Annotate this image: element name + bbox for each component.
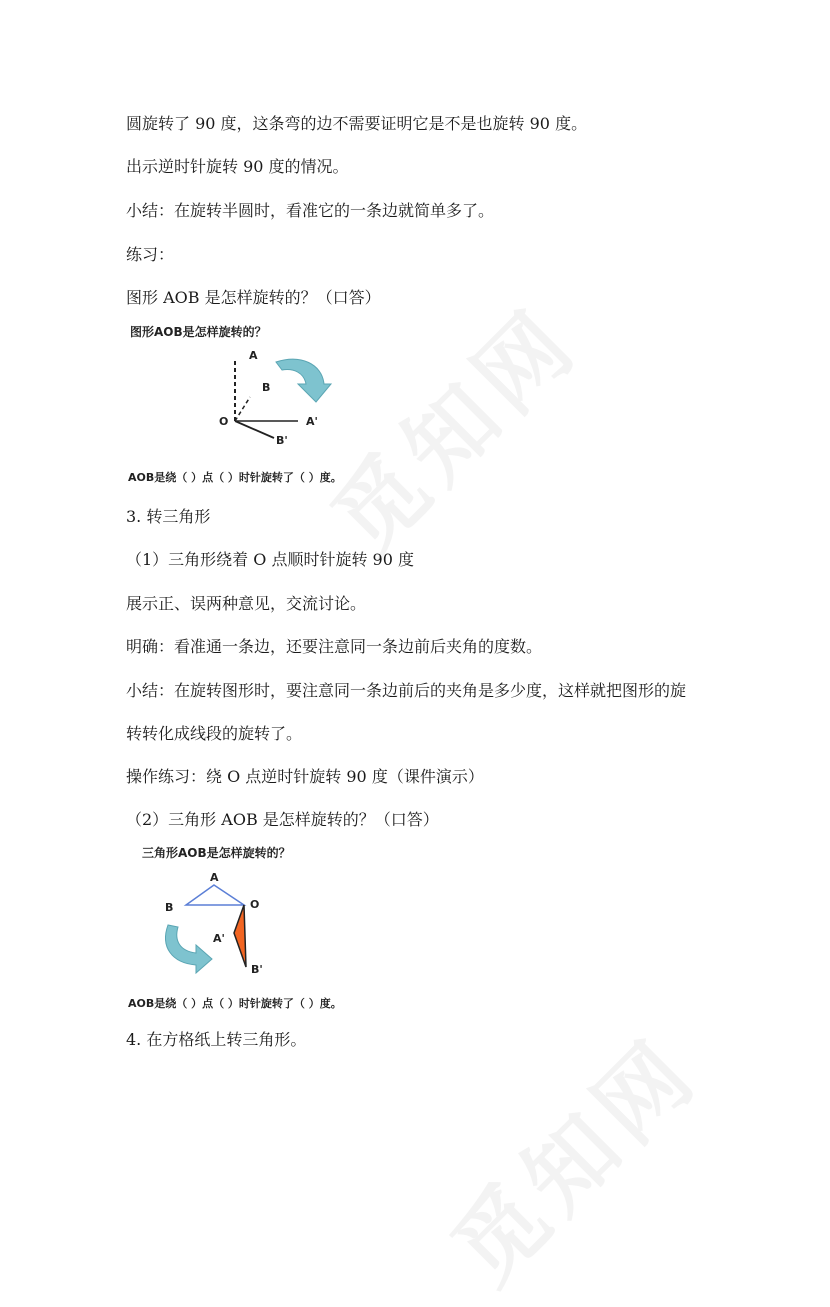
paragraph: 操作练习：绕 O 点逆时针旋转 90 度（课件演示）	[126, 767, 484, 786]
figure-caption: AOB是绕（ ）点（ ）时针旋转了（ ）度。	[128, 471, 342, 484]
label-b-prime: B'	[276, 434, 288, 447]
rotation-arrow-icon	[276, 359, 331, 402]
paragraph: 小结：在旋转半圆时，看准它的一条边就简单多了。	[126, 201, 495, 220]
section-heading: 3. 转三角形	[126, 507, 211, 526]
paragraph-heading: 练习：	[126, 245, 175, 264]
section-heading: 4. 在方格纸上转三角形。	[126, 1030, 307, 1049]
label-b: B	[165, 901, 174, 914]
paragraph: 出示逆时针旋转 90 度的情况。	[126, 157, 349, 176]
label-a-prime: A'	[306, 415, 318, 428]
paragraph: 小结：在旋转图形时，要注意同一条边前后的夹角是多少度，这样就把图形的旋	[126, 681, 687, 700]
label-a-prime: A'	[213, 932, 225, 945]
paragraph: 展示正、误两种意见，交流讨论。	[126, 594, 367, 613]
label-a: A	[210, 871, 219, 884]
label-o: O	[219, 415, 229, 428]
rotation-arrow-icon	[166, 925, 212, 973]
paragraph: （1）三角形绕着 O 点顺时针旋转 90 度	[126, 550, 415, 569]
figure-caption: AOB是绕（ ）点（ ）时针旋转了（ ）度。	[128, 997, 342, 1010]
figure-triangle-rotation	[126, 841, 426, 1020]
paragraph: 圆旋转了 90 度，这条弯的边不需要证明它是不是也旋转 90 度。	[126, 114, 588, 133]
paragraph: 图形 AOB 是怎样旋转的？（口答）	[126, 288, 381, 307]
watermark	[418, 1003, 722, 1307]
figure-rotation-aob	[126, 318, 426, 492]
figure-title: 三角形AOB是怎样旋转的？	[142, 846, 291, 860]
figure-title: 图形AOB是怎样旋转的？	[130, 325, 267, 339]
paragraph: 转转化成线段的旋转了。	[126, 724, 303, 743]
label-b-prime: B'	[251, 963, 263, 976]
label-a: A	[249, 349, 258, 362]
label-b: B	[262, 381, 271, 394]
paragraph: （2）三角形 AOB 是怎样旋转的？（口答）	[126, 810, 439, 829]
paragraph: 明确：看准通一条边，还要注意同一条边前后夹角的度数。	[126, 637, 543, 656]
label-o: O	[250, 898, 260, 911]
